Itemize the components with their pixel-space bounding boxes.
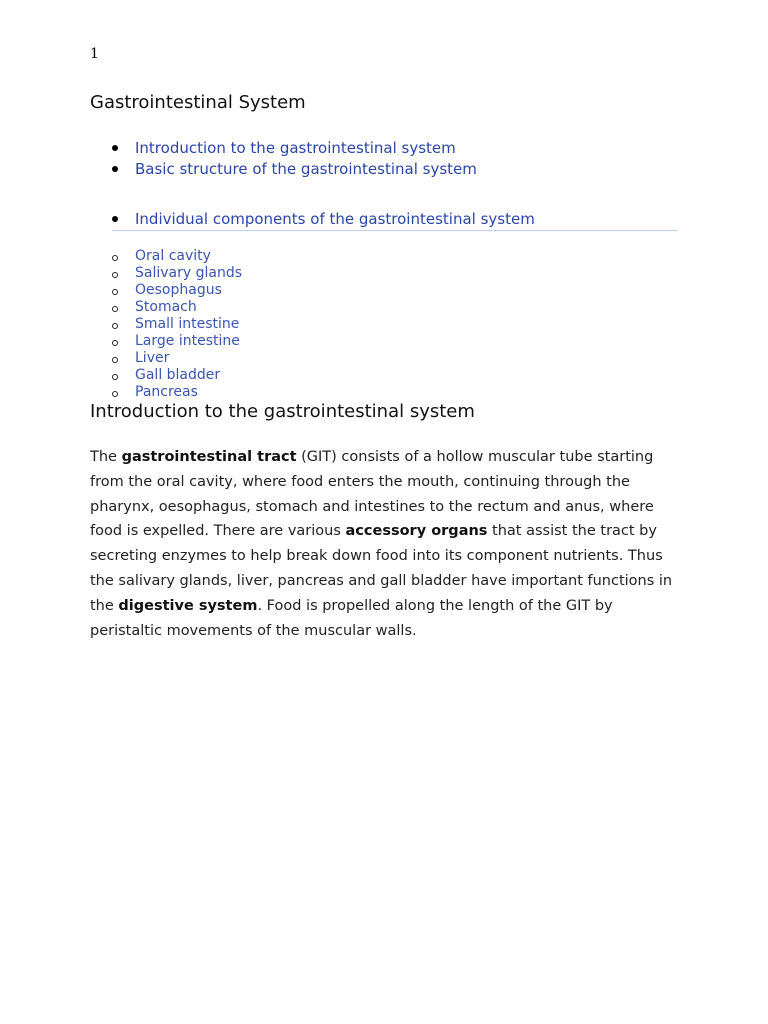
document-title: Gastrointestinal System [90, 92, 306, 113]
toc-link-oesophagus[interactable]: Oesophagus [135, 282, 222, 298]
toc-sub-item-pancreas [90, 384, 242, 401]
toc-sub-item-large-intestine [90, 333, 242, 350]
toc-link-pancreas[interactable]: Pancreas [135, 384, 198, 400]
toc-link-basic-structure[interactable]: Basic structure of the gastrointestinal system [135, 160, 477, 178]
toc-link-small-intestine[interactable]: Small intestine [135, 316, 240, 332]
bullet-circle-icon [112, 374, 118, 380]
toc-sub-list [90, 248, 242, 401]
toc-link-gall-bladder[interactable]: Gall bladder [135, 367, 221, 383]
toc-sub-item-oral-cavity [90, 248, 242, 265]
bullet-dot-icon [112, 145, 118, 151]
toc-sub-item-stomach [90, 299, 242, 316]
bullet-dot-icon [112, 166, 118, 172]
bullet-circle-icon [112, 357, 118, 363]
toc-sub-item-small-intestine [90, 316, 242, 333]
bullet-circle-icon [112, 323, 118, 329]
paragraph-text: The [90, 449, 122, 465]
bullet-dot-icon [112, 216, 118, 222]
bullet-circle-icon [112, 306, 118, 312]
term-gastrointestinal-tract: gastrointestinal tract [121, 449, 297, 465]
toc-link-large-intestine[interactable]: Large intestine [135, 333, 240, 349]
term-accessory-organs: accessory organs [345, 523, 488, 540]
bullet-circle-icon [112, 289, 118, 295]
toc-main-list-continued [90, 209, 678, 230]
toc-link-individual-components[interactable]: Individual components of the gastrointestinal system [135, 210, 535, 228]
bullet-circle-icon [112, 255, 118, 261]
toc-sub-item-salivary-glands [90, 265, 242, 282]
toc-item-basic-structure [90, 159, 678, 180]
term-digestive-system: digestive system [118, 597, 258, 614]
toc-link-introduction[interactable]: Introduction to the gastrointestinal system [135, 139, 456, 157]
toc-sub-item-gall-bladder [90, 367, 242, 384]
paragraph-text: (GIT) consists of a hollow muscular tube starting from the oral cavity, where food enters the mouth, continuing through the pharynx, oesophagus, stomach and intestines to the rectum and anus, where food is expelled. There are various [90, 449, 654, 540]
toc-divider [112, 230, 678, 231]
introduction-paragraph [90, 445, 682, 643]
section-heading-introduction: Introduction to the gastrointestinal system [90, 401, 475, 422]
toc-link-liver[interactable]: Liver [135, 350, 170, 366]
page-number: 1 [90, 46, 99, 62]
bullet-circle-icon [112, 391, 118, 397]
toc-link-salivary-glands[interactable]: Salivary glands [135, 265, 243, 281]
bullet-circle-icon [112, 272, 118, 278]
toc-link-stomach[interactable]: Stomach [135, 299, 197, 315]
toc-sub-item-oesophagus [90, 282, 242, 299]
toc-link-oral-cavity[interactable]: Oral cavity [135, 248, 211, 264]
toc-main-list [90, 138, 678, 180]
toc-sub-item-liver [90, 350, 242, 367]
bullet-circle-icon [112, 340, 118, 346]
paragraph-text: . Food is propelled along the length of the GIT by peristaltic movements of the muscular walls. [90, 597, 613, 639]
toc-item-individual-components [90, 209, 678, 230]
paragraph-text: that assist the tract by secreting enzymes to help break down food into its component nutrients. Thus the salivary glands, liver, pancreas and gall bladder have important functions in the [90, 523, 673, 614]
toc-item-introduction [90, 138, 678, 159]
